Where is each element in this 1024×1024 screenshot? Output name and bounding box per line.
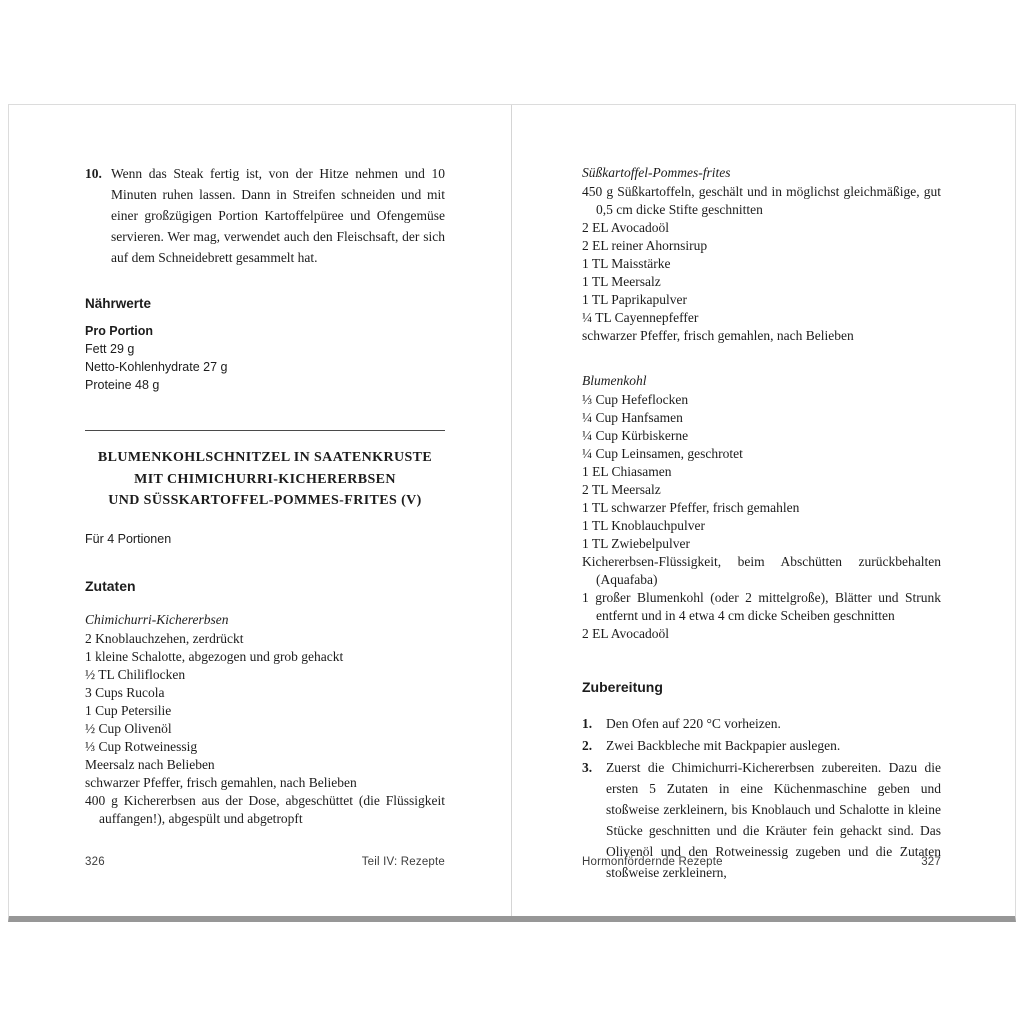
running-head: Hormonfördernde Rezepte <box>582 856 723 868</box>
footer-right <box>512 856 1015 868</box>
zutaten-heading: Zutaten <box>85 577 136 594</box>
ingredient-list <box>582 183 941 345</box>
ingredient-line: ¼ Cup Hanfsamen <box>582 410 683 425</box>
book-spread <box>8 104 1016 922</box>
nutrition-item: Netto-Kohlenhydrate 27 g <box>85 360 228 374</box>
zubereitung-heading: Zubereitung <box>582 679 663 695</box>
preparation-step <box>582 713 941 734</box>
ingredient-line: 1 kleine Schalotte, abgezogen und grob gehackt <box>85 648 344 664</box>
ingredient-line: 1 TL Paprikapulver <box>582 292 687 307</box>
running-head: Teil IV: Rezepte <box>361 856 445 868</box>
ingredient-line: schwarzer Pfeffer, frisch gemahlen, nach Belieben <box>85 774 357 790</box>
ingredient-line: schwarzer Pfeffer, frisch gemahlen, nach Belieben <box>582 328 854 343</box>
ingredient-line: ½ TL Chiliflocken <box>85 666 186 682</box>
ingredient-line: 1 TL Knoblauchpulver <box>582 518 705 533</box>
ingredient-group-title: Süßkartoffel-Pommes-frites <box>582 165 731 180</box>
ingredient-line: ½ Cup Olivenöl <box>85 720 172 736</box>
ingredient-group-title: Chimichurri-Kichererbsen <box>85 611 229 627</box>
step-text: Wenn das Steak fertig ist, von der Hitze nehmen und 10 Minuten ruhen lassen. Dann in Streifen schneiden und mit einer großzügigen Portion Kartoffelpüree und Ofengemüse servieren. Wer mag, verwendet auch den Fleischsaft, der sich auf dem Schneidebrett gesammelt hat. <box>111 166 445 265</box>
step-text: Den Ofen auf 220 °C vorheizen. <box>606 716 781 731</box>
ingredient-line: 1 großer Blumenkohl (oder 2 mittelgroße), Blätter und Strunk entfernt und in 4 etwa 4 cm dicke Scheiben geschnitten <box>582 590 941 623</box>
ingredient-line: 2 TL Meersalz <box>582 482 661 497</box>
ingredient-group-chimichurri <box>85 610 445 828</box>
recipe-title-line: MIT CHIMICHURRI-KICHERERBSEN <box>134 471 396 487</box>
ingredient-line: ⅓ Cup Hefeflocken <box>582 392 689 407</box>
recipe-title-line: BLUMENKOHLSCHNITZEL IN SAATENKRUSTE <box>97 450 433 465</box>
ingredient-line: ¼ TL Cayennepfeffer <box>582 310 699 325</box>
title-divider <box>85 430 445 431</box>
ingredient-line: 2 EL Avocadoöl <box>582 220 669 235</box>
step-number: 1. <box>582 716 593 731</box>
ingredient-line: 2 EL reiner Ahornsirup <box>582 238 708 253</box>
ingredient-line: 1 Cup Petersilie <box>85 702 172 718</box>
ingredient-line: 3 Cups Rucola <box>85 684 165 700</box>
nutrition-item: Fett 29 g <box>85 342 135 356</box>
recipe-title-line: UND SÜSSKARTOFFEL-POMMES-FRITES (V) <box>108 493 422 508</box>
ingredient-line: ¼ Cup Kürbiskerne <box>582 428 689 443</box>
ingredient-group-title: Blumenkohl <box>582 373 647 388</box>
ingredient-line: 2 Knoblauchzehen, zerdrückt <box>85 630 244 646</box>
ingredient-line: Meersalz nach Belieben <box>85 756 215 772</box>
footer-left <box>9 856 511 868</box>
ingredient-line: 450 g Süßkartoffeln, geschält und in möglichst gleichmäßige, gut 0,5 cm dicke Stifte geschnitten <box>582 184 941 217</box>
page-number: 326 <box>85 856 105 868</box>
ingredient-group-pommes <box>582 163 941 345</box>
step-text: Zuerst die Chimichurri-Kichererbsen zubereiten. Dazu die ersten 5 Zutaten in eine Küchenmaschine geben und stoßweise zerkleinern, bis Knoblauch und Schalotte in kleine Stücke geschnitten und die Kräuter fein gehackt sind. Das Olivenöl und den Rotweinessig zugeben und die Zutaten stoßweise zerkleinern, <box>606 760 941 880</box>
ingredient-group-blumenkohl <box>582 371 941 643</box>
ingredient-line: 1 TL Zwiebelpulver <box>582 536 690 551</box>
nutrition-items <box>85 340 445 394</box>
nutrition-block <box>85 294 445 394</box>
step-number: 10. <box>85 166 102 181</box>
ingredient-line: ⅓ Cup Rotweinessig <box>85 738 198 754</box>
ingredient-line: 1 TL Meersalz <box>582 274 661 289</box>
nutrition-item: Proteine 48 g <box>85 378 160 392</box>
ingredient-line: 1 EL Chiasamen <box>582 464 672 479</box>
step-number: 3. <box>582 760 593 775</box>
ingredient-list <box>85 630 445 828</box>
ingredient-list <box>582 391 941 643</box>
page-left <box>9 105 512 916</box>
ingredient-line: 1 TL schwarzer Pfeffer, frisch gemahlen <box>582 500 800 515</box>
preparation-step <box>582 735 941 756</box>
recipe-step-10 <box>85 163 445 268</box>
recipe-title <box>85 447 445 512</box>
ingredient-line: 2 EL Avocadoöl <box>582 626 669 641</box>
ingredient-line: 1 TL Maisstärke <box>582 256 671 271</box>
servings-note: Für 4 Portionen <box>85 531 172 546</box>
ingredient-line: ¼ Cup Leinsamen, geschrotet <box>582 446 743 461</box>
nutrition-subheading: Pro Portion <box>85 324 154 338</box>
step-number: 2. <box>582 738 593 753</box>
nutrition-heading: Nährwerte <box>85 296 152 311</box>
ingredient-line: 400 g Kichererbsen aus der Dose, abgeschüttet (die Flüssigkeit auffangen!), abgespült und abgetropft <box>85 792 445 826</box>
step-text: Zwei Backbleche mit Backpapier auslegen. <box>606 738 841 753</box>
page-right <box>512 105 1015 916</box>
ingredient-line: Kichererbsen-Flüssigkeit, beim Abschütten zurückbehalten (Aquafaba) <box>582 554 941 587</box>
page-number: 327 <box>921 856 941 868</box>
